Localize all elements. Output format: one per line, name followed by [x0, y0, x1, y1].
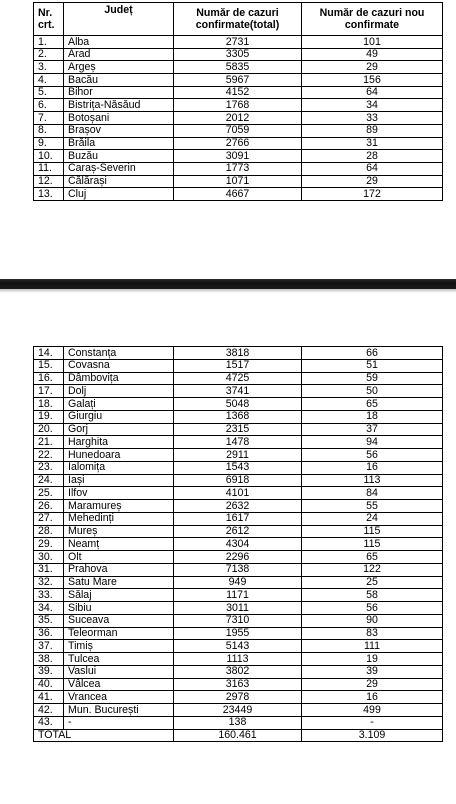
new-cases: 65	[302, 398, 443, 411]
row-number: 9.	[34, 137, 64, 150]
row-number: 36.	[34, 627, 64, 640]
totals-label: TOTAL	[34, 729, 174, 741]
new-cases: 58	[302, 589, 443, 602]
total-cases: 3163	[174, 678, 302, 691]
new-cases: 50	[302, 385, 443, 398]
new-cases: 49	[302, 48, 443, 61]
new-cases: 65	[302, 551, 443, 564]
new-cases: 55	[302, 500, 443, 513]
new-cases: 94	[302, 436, 443, 449]
new-cases: 29	[302, 678, 443, 691]
county-name: Covasna	[64, 359, 174, 372]
total-cases: 2766	[174, 137, 302, 150]
new-cases: 90	[302, 614, 443, 627]
total-cases: 1113	[174, 653, 302, 666]
table-row	[34, 99, 443, 112]
header-total-cases: Număr de cazuri confirmate(total)	[174, 3, 302, 36]
row-number: 14.	[34, 347, 64, 360]
table-row	[34, 150, 443, 163]
row-number: 40.	[34, 678, 64, 691]
new-cases: 113	[302, 474, 443, 487]
total-cases: 2315	[174, 423, 302, 436]
row-number: 2.	[34, 48, 64, 61]
total-cases: 7138	[174, 563, 302, 576]
table-row	[34, 691, 443, 704]
new-cases: 37	[302, 423, 443, 436]
new-cases: 34	[302, 99, 443, 112]
table-row	[34, 640, 443, 653]
total-cases: 1171	[174, 589, 302, 602]
totals-row	[34, 729, 443, 741]
page-break-bar	[0, 279, 456, 289]
county-name: Constanța	[64, 347, 174, 360]
county-name: Satu Mare	[64, 576, 174, 589]
row-number: 41.	[34, 691, 64, 704]
table-row	[34, 653, 443, 666]
total-cases: 2632	[174, 500, 302, 513]
row-number: 33.	[34, 589, 64, 602]
totals-new-cases: 3.109	[302, 729, 443, 741]
total-cases: 2612	[174, 525, 302, 538]
row-number: 8.	[34, 124, 64, 137]
county-name: Teleorman	[64, 627, 174, 640]
county-name: Neamț	[64, 538, 174, 551]
county-name: Giurgiu	[64, 410, 174, 423]
row-number: 3.	[34, 61, 64, 74]
county-name: Arad	[64, 48, 174, 61]
total-cases: 7310	[174, 614, 302, 627]
county-name: Vrancea	[64, 691, 174, 704]
county-name: Maramureș	[64, 500, 174, 513]
total-cases: 5835	[174, 61, 302, 74]
row-number: 43.	[34, 716, 64, 729]
total-cases: 23449	[174, 704, 302, 717]
new-cases: 31	[302, 137, 443, 150]
county-name: Sibiu	[64, 602, 174, 615]
county-name: Vâlcea	[64, 678, 174, 691]
row-number: 16.	[34, 372, 64, 385]
table-row	[34, 704, 443, 717]
total-cases: 3818	[174, 347, 302, 360]
table-row	[34, 359, 443, 372]
table-row	[34, 563, 443, 576]
row-number: 30.	[34, 551, 64, 564]
table-row	[34, 436, 443, 449]
county-name: Dolj	[64, 385, 174, 398]
total-cases: 6918	[174, 474, 302, 487]
table-row	[34, 474, 443, 487]
county-name: Tulcea	[64, 653, 174, 666]
new-cases: 156	[302, 74, 443, 87]
county-name: Brașov	[64, 124, 174, 137]
row-number: 5.	[34, 86, 64, 99]
new-cases: 16	[302, 691, 443, 704]
total-cases: 1768	[174, 99, 302, 112]
table-row	[34, 372, 443, 385]
county-name: Caraș-Severin	[64, 162, 174, 175]
new-cases: 84	[302, 487, 443, 500]
table-row	[34, 512, 443, 525]
county-name: Botoșani	[64, 112, 174, 125]
row-number: 22.	[34, 449, 64, 462]
table-row	[34, 487, 443, 500]
total-cases: 1478	[174, 436, 302, 449]
total-cases: 3011	[174, 602, 302, 615]
table-row	[34, 61, 443, 74]
row-number: 15.	[34, 359, 64, 372]
county-name: Timiș	[64, 640, 174, 653]
totals-total-cases: 160.461	[174, 729, 302, 741]
county-name: Mun. București	[64, 704, 174, 717]
county-name: -	[64, 716, 174, 729]
total-cases: 1543	[174, 461, 302, 474]
table-row	[34, 137, 443, 150]
total-cases: 7059	[174, 124, 302, 137]
new-cases: 33	[302, 112, 443, 125]
row-number: 19.	[34, 410, 64, 423]
row-number: 25.	[34, 487, 64, 500]
new-cases: 83	[302, 627, 443, 640]
row-number: 6.	[34, 99, 64, 112]
total-cases: 1617	[174, 512, 302, 525]
table-row	[34, 449, 443, 462]
total-cases: 1368	[174, 410, 302, 423]
new-cases: 115	[302, 538, 443, 551]
county-name: Mureș	[64, 525, 174, 538]
county-name: Olt	[64, 551, 174, 564]
row-number: 17.	[34, 385, 64, 398]
table-row	[34, 678, 443, 691]
new-cases: 29	[302, 61, 443, 74]
new-cases: 56	[302, 449, 443, 462]
table-row	[34, 124, 443, 137]
table-row	[34, 410, 443, 423]
row-number: 28.	[34, 525, 64, 538]
table-row	[34, 385, 443, 398]
row-number: 35.	[34, 614, 64, 627]
table-row	[34, 665, 443, 678]
table-body-part1	[34, 36, 443, 201]
row-number: 26.	[34, 500, 64, 513]
total-cases: 1517	[174, 359, 302, 372]
row-number: 7.	[34, 112, 64, 125]
new-cases: 56	[302, 602, 443, 615]
cases-table-part1	[33, 2, 443, 201]
total-cases: 3091	[174, 150, 302, 163]
total-cases: 5048	[174, 398, 302, 411]
table-header-row	[34, 3, 443, 36]
row-number: 21.	[34, 436, 64, 449]
row-number: 32.	[34, 576, 64, 589]
total-cases: 4725	[174, 372, 302, 385]
county-name: Bihor	[64, 86, 174, 99]
total-cases: 1773	[174, 162, 302, 175]
table-row	[34, 461, 443, 474]
new-cases: 16	[302, 461, 443, 474]
row-number: 34.	[34, 602, 64, 615]
new-cases: 89	[302, 124, 443, 137]
row-number: 23.	[34, 461, 64, 474]
total-cases: 2978	[174, 691, 302, 704]
row-number: 39.	[34, 665, 64, 678]
row-number: 11.	[34, 162, 64, 175]
table-row	[34, 112, 443, 125]
table-row	[34, 188, 443, 201]
table-row	[34, 716, 443, 729]
total-cases: 4667	[174, 188, 302, 201]
new-cases: 172	[302, 188, 443, 201]
total-cases: 1071	[174, 175, 302, 188]
new-cases: 51	[302, 359, 443, 372]
row-number: 37.	[34, 640, 64, 653]
new-cases: 19	[302, 653, 443, 666]
table-row	[34, 347, 443, 360]
new-cases: 66	[302, 347, 443, 360]
total-cases: 2731	[174, 36, 302, 49]
table-row	[34, 48, 443, 61]
county-name: Bistrița-Năsăud	[64, 99, 174, 112]
total-cases: 3802	[174, 665, 302, 678]
row-number: 13.	[34, 188, 64, 201]
table-row	[34, 627, 443, 640]
total-cases: 4101	[174, 487, 302, 500]
row-number: 29.	[34, 538, 64, 551]
county-name: Ialomița	[64, 461, 174, 474]
county-name: Cluj	[64, 188, 174, 201]
total-cases: 3305	[174, 48, 302, 61]
table-row	[34, 551, 443, 564]
new-cases: -	[302, 716, 443, 729]
county-name: Ilfov	[64, 487, 174, 500]
total-cases: 5967	[174, 74, 302, 87]
row-number: 4.	[34, 74, 64, 87]
county-name: Harghita	[64, 436, 174, 449]
table-row	[34, 86, 443, 99]
row-number: 12.	[34, 175, 64, 188]
table-row	[34, 162, 443, 175]
total-cases: 949	[174, 576, 302, 589]
row-number: 38.	[34, 653, 64, 666]
total-cases: 3741	[174, 385, 302, 398]
table-row	[34, 614, 443, 627]
new-cases: 59	[302, 372, 443, 385]
new-cases: 24	[302, 512, 443, 525]
row-number: 42.	[34, 704, 64, 717]
county-name: Călărași	[64, 175, 174, 188]
row-number: 31.	[34, 563, 64, 576]
county-name: Bacău	[64, 74, 174, 87]
page-break-shadow	[0, 289, 456, 293]
county-name: Brăila	[64, 137, 174, 150]
county-name: Hunedoara	[64, 449, 174, 462]
total-cases: 2296	[174, 551, 302, 564]
table-row	[34, 500, 443, 513]
new-cases: 28	[302, 150, 443, 163]
county-name: Alba	[64, 36, 174, 49]
new-cases: 64	[302, 86, 443, 99]
new-cases: 115	[302, 525, 443, 538]
table-row	[34, 525, 443, 538]
row-number: 20.	[34, 423, 64, 436]
table-body-part2	[34, 347, 443, 730]
table-row	[34, 175, 443, 188]
county-name: Argeș	[64, 61, 174, 74]
new-cases: 499	[302, 704, 443, 717]
county-name: Gorj	[64, 423, 174, 436]
total-cases: 4152	[174, 86, 302, 99]
header-judet: Județ	[64, 3, 174, 36]
row-number: 24.	[34, 474, 64, 487]
total-cases: 2911	[174, 449, 302, 462]
total-cases: 138	[174, 716, 302, 729]
table-row	[34, 602, 443, 615]
new-cases: 18	[302, 410, 443, 423]
total-cases: 2012	[174, 112, 302, 125]
table-row	[34, 36, 443, 49]
new-cases: 29	[302, 175, 443, 188]
total-cases: 1955	[174, 627, 302, 640]
county-name: Vaslui	[64, 665, 174, 678]
table-row	[34, 589, 443, 602]
row-number: 1.	[34, 36, 64, 49]
county-name: Mehedinți	[64, 512, 174, 525]
new-cases: 39	[302, 665, 443, 678]
row-number: 18.	[34, 398, 64, 411]
header-new-cases: Număr de cazuri nou confirmate	[302, 3, 443, 36]
new-cases: 111	[302, 640, 443, 653]
table-row	[34, 538, 443, 551]
county-name: Buzău	[64, 150, 174, 163]
county-name: Dâmbovița	[64, 372, 174, 385]
table-row	[34, 423, 443, 436]
row-number: 10.	[34, 150, 64, 163]
new-cases: 64	[302, 162, 443, 175]
total-cases: 5143	[174, 640, 302, 653]
county-name: Suceava	[64, 614, 174, 627]
total-cases: 4304	[174, 538, 302, 551]
new-cases: 25	[302, 576, 443, 589]
new-cases: 101	[302, 36, 443, 49]
table-row	[34, 576, 443, 589]
county-name: Sălaj	[64, 589, 174, 602]
county-name: Galați	[64, 398, 174, 411]
header-nr-crt: Nr. crt.	[34, 3, 64, 36]
row-number: 27.	[34, 512, 64, 525]
new-cases: 122	[302, 563, 443, 576]
county-name: Prahova	[64, 563, 174, 576]
table-row	[34, 74, 443, 87]
table-row	[34, 398, 443, 411]
county-name: Iași	[64, 474, 174, 487]
cases-table-part2	[33, 346, 443, 742]
